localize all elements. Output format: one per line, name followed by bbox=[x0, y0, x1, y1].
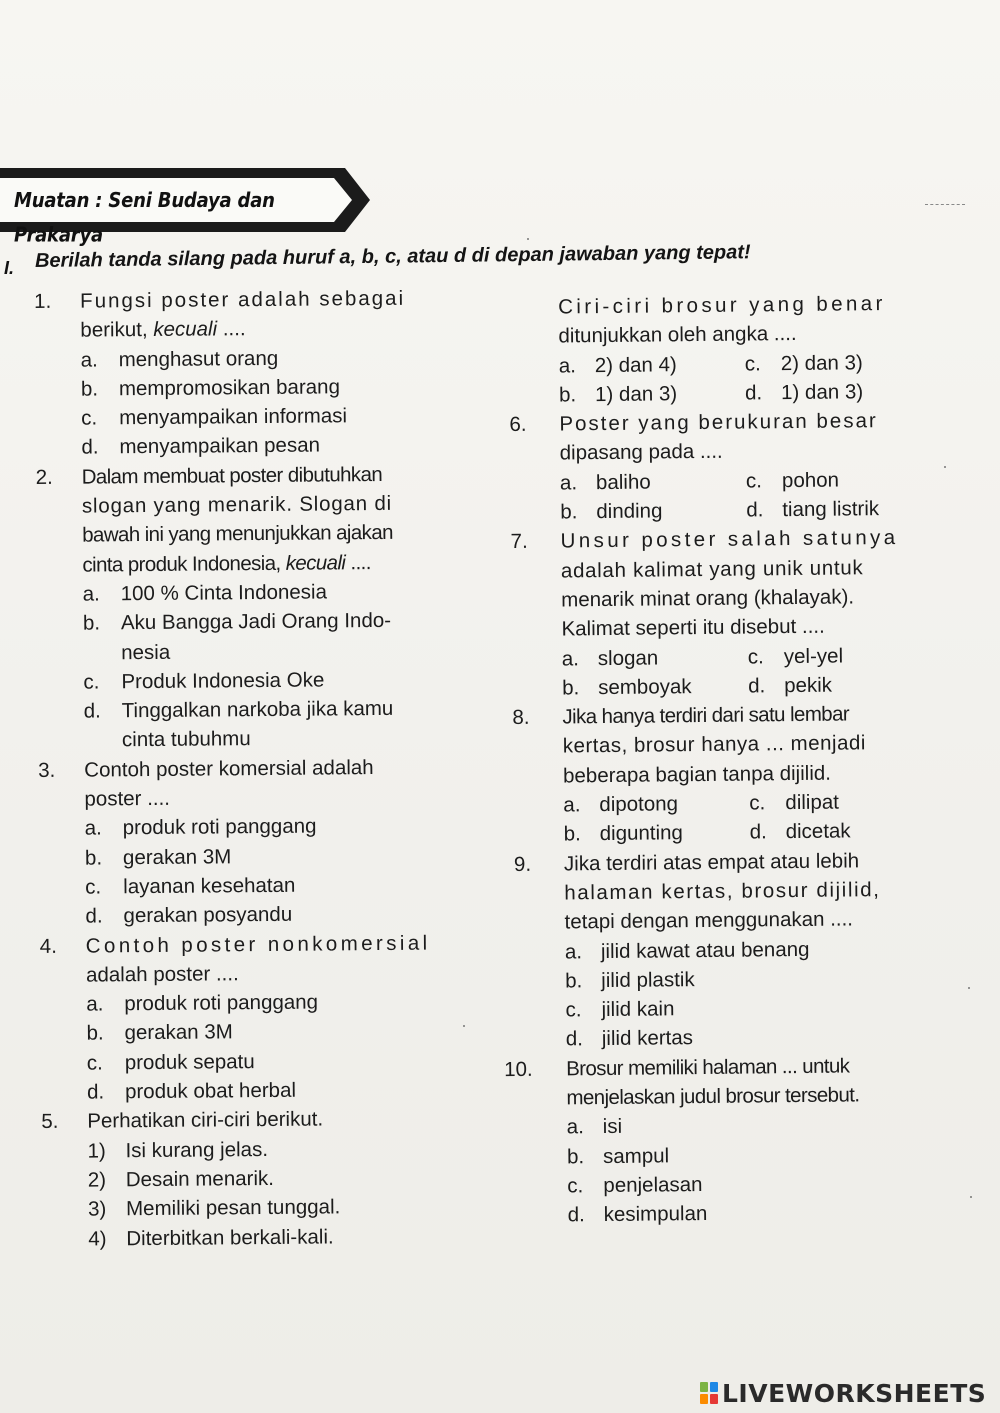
question-number: 6. bbox=[509, 413, 527, 437]
option-3d[interactable] bbox=[39, 899, 459, 932]
question-4 bbox=[40, 928, 460, 961]
option-letter: c. bbox=[85, 875, 102, 899]
option-text: digunting bbox=[599, 821, 684, 846]
option-2b[interactable] bbox=[37, 606, 457, 639]
question-text: menarik minat orang (khalayak). bbox=[561, 585, 855, 612]
question-number: 7. bbox=[510, 530, 528, 554]
option-8d[interactable] bbox=[750, 818, 767, 847]
scan-speck bbox=[944, 466, 946, 468]
option-letter: b. bbox=[563, 822, 581, 846]
option-text-cont: cinta tubuhmu bbox=[121, 727, 251, 752]
question-number: 9. bbox=[513, 852, 532, 876]
option-letter: b. bbox=[80, 377, 99, 401]
option-8a[interactable] bbox=[563, 790, 580, 819]
question-5 bbox=[41, 1104, 461, 1137]
option-1a[interactable] bbox=[35, 342, 455, 375]
option-letter: b. bbox=[565, 969, 583, 993]
option-3b[interactable] bbox=[39, 840, 459, 873]
option-5a[interactable] bbox=[559, 351, 576, 380]
statement-4 bbox=[42, 1221, 462, 1254]
option-letter: a. bbox=[84, 816, 102, 840]
question-text: Perhatikan ciri-ciri berikut. bbox=[87, 1107, 324, 1133]
option-letter: c. bbox=[83, 670, 100, 694]
option-text: baliho bbox=[595, 470, 651, 494]
option-text: 2) dan 3) bbox=[780, 350, 863, 375]
question-text-italic: berikut, kecuali .... bbox=[80, 317, 246, 342]
option-text: slogan bbox=[597, 646, 659, 670]
option-letter: c. bbox=[747, 644, 764, 669]
option-letter: a. bbox=[561, 646, 580, 671]
option-6c[interactable] bbox=[746, 466, 762, 495]
divider bbox=[925, 204, 965, 206]
option-7b[interactable] bbox=[562, 673, 579, 702]
option-text: dinding bbox=[596, 499, 663, 524]
question-1 bbox=[34, 283, 454, 316]
option-letter: d. bbox=[749, 820, 767, 844]
option-9b[interactable] bbox=[515, 962, 935, 996]
option-7d[interactable] bbox=[748, 671, 765, 700]
question-text: poster .... bbox=[84, 786, 171, 811]
option-letter: d. bbox=[83, 699, 101, 723]
option-text: sampul bbox=[602, 1143, 670, 1168]
option-text: tiang listrik bbox=[782, 497, 880, 522]
option-letter: d. bbox=[748, 674, 766, 698]
question-number: 4. bbox=[39, 934, 57, 958]
option-letter: c. bbox=[749, 791, 766, 815]
option-text: yel-yel bbox=[783, 644, 844, 668]
question-number: 3. bbox=[38, 758, 56, 782]
question-number: 8. bbox=[512, 705, 530, 730]
option-7c[interactable] bbox=[748, 642, 764, 671]
statement-number: 3) bbox=[87, 1197, 107, 1221]
option-text: produk sepatu bbox=[124, 1049, 255, 1074]
option-1b[interactable] bbox=[35, 371, 455, 404]
question-text: Unsur poster salah satunya bbox=[560, 526, 899, 553]
option-4d[interactable] bbox=[41, 1074, 461, 1107]
option-letter: d. bbox=[744, 381, 763, 405]
option-10d[interactable] bbox=[518, 1197, 938, 1231]
option-5c[interactable] bbox=[745, 349, 761, 378]
option-letter: b. bbox=[82, 611, 101, 635]
question-text: dipasang pada .... bbox=[559, 440, 723, 465]
option-letter: c. bbox=[744, 351, 761, 376]
option-letter: c. bbox=[86, 1051, 103, 1075]
question-9 bbox=[514, 845, 934, 879]
question-text: Kalimat seperti itu disebut .... bbox=[561, 614, 825, 641]
statement-2 bbox=[42, 1162, 462, 1195]
option-letter: b. bbox=[566, 1144, 585, 1169]
option-text: dipotong bbox=[599, 792, 679, 817]
statement-text: Memiliki pesan tunggal. bbox=[125, 1195, 341, 1221]
option-letter: d. bbox=[86, 1080, 105, 1104]
option-letter: c. bbox=[567, 1174, 584, 1198]
statement-1 bbox=[41, 1133, 461, 1166]
option-text: produk obat herbal bbox=[124, 1078, 297, 1104]
option-letter: a. bbox=[80, 348, 98, 372]
option-text: jilid kertas bbox=[601, 1026, 694, 1051]
option-9a[interactable] bbox=[515, 933, 935, 967]
statement-number: 1) bbox=[87, 1139, 106, 1163]
question-number: 1. bbox=[34, 289, 52, 313]
option-text: gerakan 3M bbox=[122, 844, 232, 869]
statement-number: 2) bbox=[87, 1168, 107, 1192]
option-text-cont: nesia bbox=[121, 640, 171, 664]
option-text: dilipat bbox=[785, 790, 840, 815]
question-text: menjelaskan judul brosur tersebut. bbox=[566, 1083, 860, 1110]
question-text: Ciri-ciri brosur yang benar bbox=[558, 292, 886, 319]
option-letter: a. bbox=[563, 793, 581, 817]
option-letter: a. bbox=[564, 939, 583, 963]
option-1c[interactable] bbox=[35, 401, 455, 434]
option-text: pohon bbox=[781, 468, 840, 492]
option-letter: d. bbox=[85, 904, 103, 928]
option-letter: c. bbox=[745, 469, 763, 493]
option-text: layanan kesehatan bbox=[123, 873, 296, 899]
question-text: Jika hanya terdiri dari satu lembar bbox=[562, 702, 850, 729]
statement-number: 4) bbox=[88, 1226, 107, 1251]
question-text: Dalam membuat poster dibutuhkan bbox=[81, 462, 383, 489]
right-column bbox=[504, 289, 938, 1231]
statement-text: Diterbitkan berkali-kali. bbox=[126, 1224, 334, 1250]
liveworksheets-logo bbox=[700, 1379, 986, 1409]
option-text: dicetak bbox=[785, 819, 851, 844]
subject-label: Muatan : Seni Budaya dan Prakarya bbox=[14, 188, 275, 247]
option-letter: a. bbox=[566, 1115, 584, 1139]
option-text: penjelasan bbox=[603, 1172, 703, 1197]
liveworksheets-icon bbox=[700, 1382, 718, 1404]
option-text: menghasut orang bbox=[118, 346, 279, 371]
question-text: halaman kertas, brosur dijilid, bbox=[564, 878, 881, 905]
option-text: Produk Indonesia Oke bbox=[121, 668, 325, 694]
option-text: 1) dan 3) bbox=[780, 380, 864, 405]
question-text: Jika terdiri atas empat atau lebih bbox=[563, 848, 860, 876]
option-letter: d. bbox=[746, 498, 764, 522]
option-letter: d. bbox=[81, 435, 99, 460]
option-letter: b. bbox=[84, 846, 103, 870]
option-10a[interactable] bbox=[517, 1109, 937, 1143]
option-letter: d. bbox=[565, 1027, 584, 1051]
question-8 bbox=[512, 699, 932, 733]
option-letter: a. bbox=[558, 353, 576, 378]
question-text: Brosur memiliki halaman ... untuk bbox=[566, 1054, 850, 1081]
option-text: pekik bbox=[784, 673, 833, 697]
option-letter: c. bbox=[81, 406, 98, 430]
option-3c[interactable] bbox=[39, 869, 459, 902]
option-8b[interactable] bbox=[564, 820, 581, 849]
option-letter: b. bbox=[560, 500, 578, 524]
statement-3 bbox=[42, 1192, 462, 1225]
option-5d[interactable] bbox=[745, 378, 762, 407]
option-letter: d. bbox=[567, 1203, 585, 1227]
option-text: menyampaikan informasi bbox=[119, 404, 348, 430]
left-column bbox=[34, 283, 462, 1253]
option-7a[interactable] bbox=[562, 644, 579, 673]
option-text: kesimpulan bbox=[603, 1202, 708, 1227]
option-10c[interactable] bbox=[517, 1167, 937, 1201]
option-letter: b. bbox=[558, 383, 577, 407]
option-6d[interactable] bbox=[746, 495, 763, 524]
option-5b[interactable] bbox=[559, 380, 576, 409]
question-text: adalah poster .... bbox=[85, 962, 239, 987]
option-2d[interactable] bbox=[38, 693, 458, 726]
option-text: isi bbox=[602, 1115, 623, 1139]
option-2c[interactable] bbox=[37, 664, 457, 697]
option-1d[interactable] bbox=[35, 430, 455, 463]
question-2 bbox=[36, 459, 456, 492]
question-text: beberapa bagian tanpa dijilid. bbox=[562, 761, 832, 788]
option-2a[interactable] bbox=[37, 576, 457, 609]
statement-text: Isi kurang jelas. bbox=[125, 1137, 269, 1162]
option-letter: a. bbox=[559, 471, 578, 495]
option-6b[interactable] bbox=[560, 497, 577, 526]
option-text: mempromosikan barang bbox=[118, 375, 341, 401]
scan-speck bbox=[970, 1196, 972, 1198]
section-mark: I. bbox=[4, 258, 15, 278]
question-text: Fungsi poster adalah sebagai bbox=[80, 286, 406, 313]
question-text: Contoh poster nonkomersial bbox=[85, 931, 431, 958]
option-9d[interactable] bbox=[516, 1021, 936, 1055]
instruction-text: Berilah tanda silang pada huruf a, b, c, atau d di depan jawaban yang tepat! bbox=[34, 241, 751, 272]
option-6a[interactable] bbox=[560, 468, 577, 497]
option-text: semboyak bbox=[598, 674, 692, 699]
question-text: adalah kalimat yang unik untuk bbox=[560, 555, 864, 583]
scan-speck bbox=[463, 1025, 465, 1027]
statement-text: Desain menarik. bbox=[125, 1166, 275, 1192]
option-text: 1) dan 3) bbox=[594, 382, 678, 406]
question-text: tetapi dengan menggunakan .... bbox=[564, 907, 854, 934]
option-text: menyampaikan pesan bbox=[119, 433, 321, 459]
question-6 bbox=[509, 406, 929, 440]
question-text: bawah ini yang menunjukkan ajakan bbox=[82, 521, 393, 547]
option-10b[interactable] bbox=[517, 1138, 937, 1172]
option-letter: a. bbox=[86, 992, 104, 1016]
question-text: Contoh poster komersial adalah bbox=[84, 755, 374, 782]
option-letter: b. bbox=[562, 676, 580, 700]
option-9c[interactable] bbox=[515, 992, 935, 1026]
question-text-italic: cinta produk Indonesia, kecuali .... bbox=[82, 550, 371, 577]
logo-text: LIVEWORKSHEETS bbox=[722, 1379, 987, 1408]
option-letter: b. bbox=[86, 1021, 104, 1045]
option-text: jilid plastik bbox=[601, 967, 695, 992]
question-text: ditunjukkan oleh angka .... bbox=[558, 322, 797, 348]
option-3a[interactable] bbox=[39, 811, 459, 844]
option-text: produk roti panggang bbox=[124, 990, 319, 1016]
option-text: jilid kawat atau benang bbox=[600, 937, 810, 963]
question-text: slogan yang menarik. Slogan di bbox=[81, 491, 393, 518]
option-text: gerakan 3M bbox=[124, 1020, 233, 1045]
option-letter: c. bbox=[565, 998, 582, 1022]
option-text: 2) dan 4) bbox=[594, 352, 677, 377]
question-number: 2. bbox=[35, 465, 53, 489]
option-text: jilid kain bbox=[601, 997, 675, 1022]
option-8c[interactable] bbox=[749, 788, 765, 817]
option-text: Tinggalkan narkoba jika kamu bbox=[121, 697, 394, 723]
question-text: kertas, brosur hanya ... menjadi bbox=[562, 731, 866, 758]
scan-speck bbox=[968, 987, 970, 989]
option-text: Aku Bangga Jadi Orang Indo- bbox=[120, 609, 392, 635]
option-4b[interactable] bbox=[40, 1016, 460, 1049]
option-text: 100 % Cinta Indonesia bbox=[120, 580, 328, 606]
question-number: 5. bbox=[41, 1110, 59, 1134]
question-7 bbox=[510, 523, 930, 557]
option-text: produk roti panggang bbox=[122, 814, 317, 840]
question-10 bbox=[504, 1050, 936, 1084]
question-text: Poster yang berukuran besar bbox=[559, 409, 878, 436]
question-3 bbox=[38, 752, 458, 785]
question-number: 10. bbox=[504, 1057, 533, 1081]
option-4c[interactable] bbox=[41, 1045, 461, 1078]
option-4a[interactable] bbox=[40, 986, 460, 1019]
scan-speck bbox=[527, 238, 529, 240]
option-letter: a. bbox=[82, 582, 100, 606]
option-text: gerakan posyandu bbox=[123, 903, 293, 928]
